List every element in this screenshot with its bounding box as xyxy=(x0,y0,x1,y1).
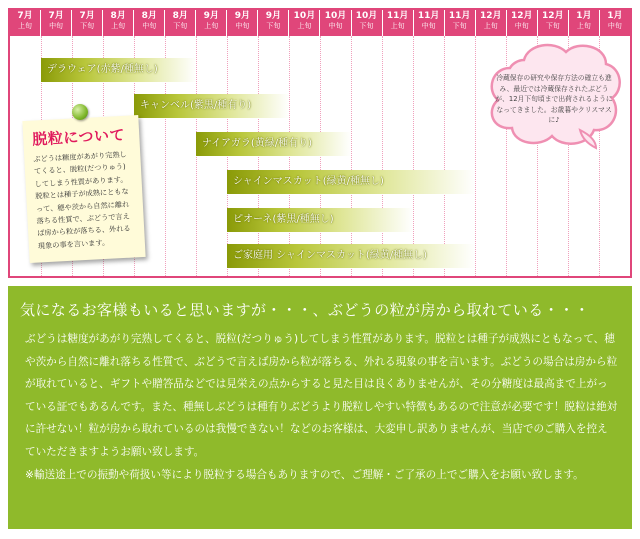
period-month-label: 12月 xyxy=(479,11,502,21)
grid-line xyxy=(475,36,476,276)
grid-line xyxy=(227,36,228,276)
period-month-label: 1月 xyxy=(607,11,623,21)
period-header-cell xyxy=(320,10,351,36)
period-header-cell xyxy=(165,10,196,36)
grid-line xyxy=(382,36,383,276)
variety-bar: デラウェア(赤紫/種無し) xyxy=(41,58,196,82)
period-part-label: 下旬 xyxy=(545,22,560,30)
period-part-label: 下旬 xyxy=(359,22,374,30)
grid-line xyxy=(444,36,445,276)
period-header-cell xyxy=(103,10,134,36)
grid-line xyxy=(196,36,197,276)
period-header-cell xyxy=(72,10,103,36)
grid-line xyxy=(258,36,259,276)
period-part-label: 上旬 xyxy=(390,22,405,30)
period-month-label: 11月 xyxy=(386,11,409,21)
period-header-cell xyxy=(600,10,630,36)
period-part-label: 中旬 xyxy=(607,22,622,30)
period-part-label: 中旬 xyxy=(235,22,250,30)
period-header-cell xyxy=(41,10,72,36)
info-body: ぶどうは糖度があがり完熟してくると、脱粒(だつりゅう)してしまう性質があります。脱粒とは種子が成熟にともなって、穂や茨から自然に離れ落ちる性質で、ぶどうで言えば房から粒が落ちる、外れる現象の事を言います。ぶどうの場合は房から粒が取れていると、ギフトや贈答品などでは見栄えの点からすると見た目は良くありませんが、その分糖度は最高まで上がっている証でもあるんです。また、種無しぶどうは種有りぶどうより脱粒しやすい特徴もあるので注意が必要です！脱粒は絶対に許せない！粒が房から取れているのは我慢できない！などのお客様は、大変申し訳ありませんが、当店でのご購入を控えていただきますようお願い致します。 xyxy=(25,333,618,458)
period-month-label: 7月 xyxy=(48,11,64,21)
period-month-label: 10月 xyxy=(324,11,347,21)
period-month-label: 11月 xyxy=(417,11,440,21)
grid-line xyxy=(351,36,352,276)
period-month-label: 7月 xyxy=(17,11,33,21)
period-month-label: 12月 xyxy=(511,11,533,21)
period-month-label: 12月 xyxy=(542,11,564,21)
period-part-label: 中旬 xyxy=(514,22,529,30)
period-month-label: 10月 xyxy=(293,11,316,21)
grid-line xyxy=(320,36,321,276)
grid-line xyxy=(289,36,290,276)
period-header-cell xyxy=(538,10,569,36)
variety-bar: ピオーネ(紫黒/種無し) xyxy=(227,208,413,232)
variety-bar: ナイアガラ(黄緑/種有り) xyxy=(196,132,351,156)
period-month-label: 7月 xyxy=(79,11,95,21)
period-part-label: 下旬 xyxy=(266,22,281,30)
period-month-label: 8月 xyxy=(110,11,126,21)
period-header-row xyxy=(10,10,630,36)
period-header-cell xyxy=(569,10,600,36)
period-header-cell xyxy=(134,10,165,36)
period-month-label: 9月 xyxy=(203,11,219,21)
period-header-cell xyxy=(476,10,507,36)
period-part-label: 中旬 xyxy=(328,22,343,30)
pushpin-icon xyxy=(72,104,88,120)
period-part-label: 上旬 xyxy=(483,22,498,30)
period-part-label: 中旬 xyxy=(49,22,64,30)
period-header-cell xyxy=(383,10,414,36)
period-header-cell xyxy=(10,10,41,36)
period-part-label: 上旬 xyxy=(297,22,312,30)
grid-line xyxy=(413,36,414,276)
period-part-label: 上旬 xyxy=(576,22,591,30)
sticky-note xyxy=(22,115,145,263)
period-header-cell xyxy=(352,10,383,36)
period-part-label: 上旬 xyxy=(111,22,126,30)
period-part-label: 下旬 xyxy=(452,22,467,30)
period-month-label: 10月 xyxy=(355,11,378,21)
cloud-text: 冷蔵保存の研究や保存方法の確立も進み、最近では冷蔵保存されたぶどうが、12月下旬頃まで出荷されるようになってきました。お歳暮やクリスマスに♪ xyxy=(495,74,613,125)
period-month-label: 8月 xyxy=(172,11,188,21)
variety-bar: シャインマスカット(緑黄/種無し) xyxy=(227,170,475,194)
variety-bar: キャンベル(紫黒/種有り) xyxy=(134,94,289,118)
period-header-cell xyxy=(196,10,227,36)
variety-bar: ご家庭用 シャインマスカット(緑黄/種無し) xyxy=(227,244,475,268)
period-part-label: 下旬 xyxy=(173,22,188,30)
period-header-cell xyxy=(227,10,258,36)
period-month-label: 9月 xyxy=(234,11,250,21)
period-header-cell xyxy=(258,10,289,36)
period-part-label: 上旬 xyxy=(204,22,219,30)
period-header-cell xyxy=(507,10,538,36)
info-panel xyxy=(8,286,632,529)
period-part-label: 中旬 xyxy=(142,22,157,30)
period-header-cell xyxy=(445,10,476,36)
period-part-label: 中旬 xyxy=(421,22,436,30)
info-title: 気になるお客様もいると思いますが・・・、ぶどうの粒が房から取れている・・・ xyxy=(20,301,590,319)
period-part-label: 上旬 xyxy=(18,22,33,30)
period-header-cell xyxy=(289,10,320,36)
period-month-label: 8月 xyxy=(141,11,157,21)
info-disclaimer: ※輸送途上での振動や荷扱い等により脱粒する場合もありますので、ご理解・ご了承の上でご購入をお願い致します。 xyxy=(25,468,584,481)
period-month-label: 9月 xyxy=(265,11,282,21)
period-month-label: 1月 xyxy=(576,11,592,21)
note-title: 脱粒について xyxy=(31,125,126,149)
period-part-label: 下旬 xyxy=(80,22,95,30)
period-header-cell xyxy=(414,10,445,36)
period-month-label: 11月 xyxy=(448,11,471,21)
note-body: ぶどうは糖度があがり完熟してくると、脱粒(だつりゅう)してしまう性質があります。脱粒とは種子が成熟にともなって、穂や茨から自然に離れ落ちる性質で、ぶどうで言えば房から粒が落ちる、外れる現象の事を言います。 xyxy=(33,149,131,251)
